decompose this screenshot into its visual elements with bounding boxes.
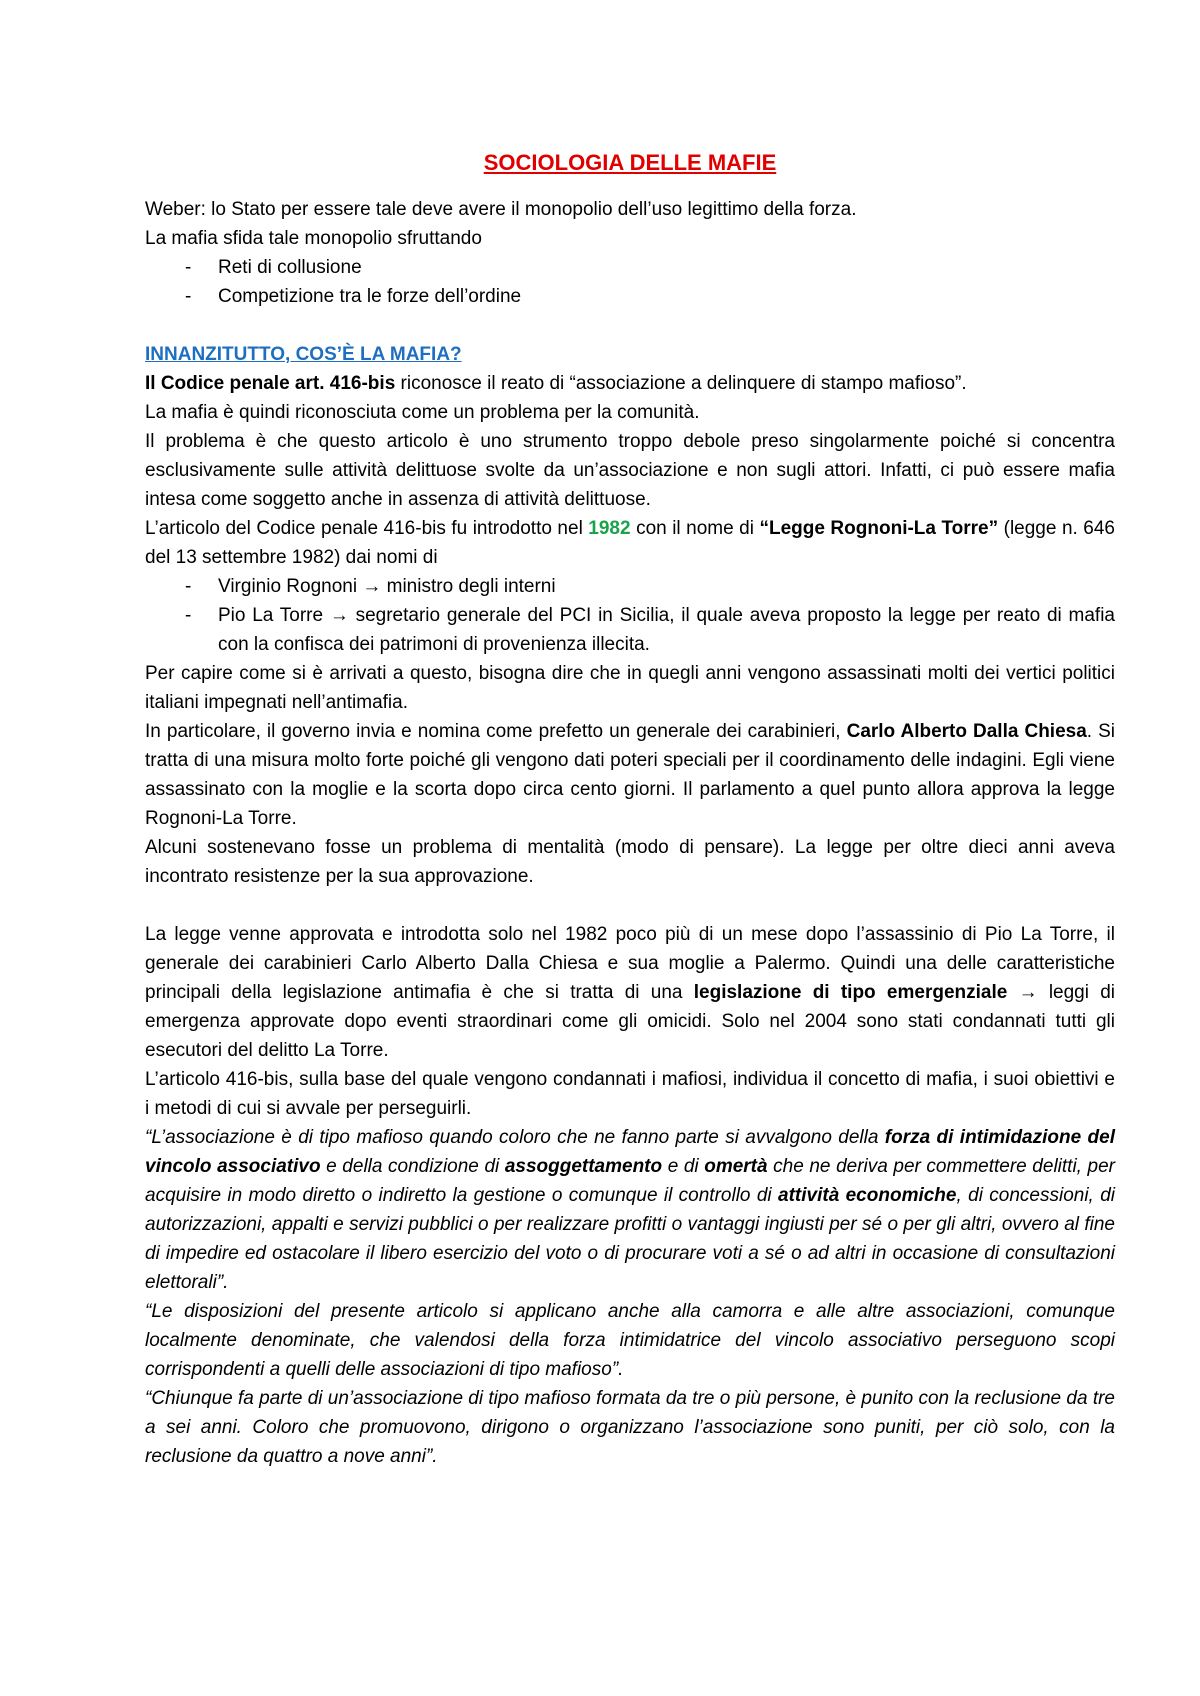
- document-page: [145, 148, 1115, 1471]
- law-name-bold: “Legge Rognoni-La Torre”: [759, 518, 999, 539]
- quote-camorra: “Le disposizioni del presente articolo si applicano anche alla camorra e alle altre associazioni, comunque localmente denominate, che valendosi della forza intimidatrice del vincolo associativo perseguono scopi corrispondenti a quelli delle associazioni di tipo mafioso”.: [145, 1301, 1115, 1380]
- dalla-chiesa-bold: Carlo Alberto Dalla Chiesa: [846, 721, 1087, 742]
- codice-penale-bold: Il Codice penale art. 416-bis: [145, 373, 396, 394]
- emergenziale-bold: legislazione di tipo emergenziale: [693, 982, 1008, 1003]
- legge-approvata-paragraph: La legge venne approvata e introdotta solo nel 1982 poco più di un mese dopo l’assassinio di Pio La Torre, il generale dei carabinieri Carlo Alberto Dalla Chiesa e sua moglie a Palermo. Quindi una delle caratteristiche principali della legislazione antimafia è che si tratta di una legislazione di tipo emergenziale → leggi di emergenza approvate dopo eventi straordinari come gli omicidi. Solo nel 2004 sono stati condannati tutti gli esecutori del delitto La Torre.: [145, 924, 1116, 1061]
- codice-penale-paragraph: Il Codice penale art. 416-bis riconosce il reato di “associazione a delinquere di stampo mafioso”.: [145, 373, 967, 394]
- document-title: SOCIOLOGIA DELLE MAFIE: [483, 150, 777, 175]
- quote-associazione-mafiosa: “L’associazione è di tipo mafioso quando coloro che ne fanno parte si avvalgono della forza di intimidazione del vincolo associativo e della condizione di assoggettamento e di omertà che ne deriva per commettere delitti, per acquisire in modo diretto o indiretto la gestione o comunque il controllo di attività economiche, di concessioni, di autorizzazioni, appalti e servizi pubblici o per realizzare profitti o vantaggi ingiusti per sé o per gli altri, ovvero al fine di impedire ed ostacolare il libero esercizio del voto o di procurare voti a sé o ad altri in occasione di consultazioni elettorali”.: [145, 1127, 1115, 1293]
- section-heading: INNANZITUTTO, COS’È LA MAFIA?: [145, 344, 462, 365]
- quote-reclusione: “Chiunque fa parte di un’associazione di tipo mafioso formata da tre o più persone, è punito con la reclusione da tre a sei anni. Coloro che promuovono, dirigono o organizzano l’associazione sono puniti, per ciò solo, con la reclusione da quattro a nove anni”.: [145, 1388, 1115, 1467]
- list-item: - Reti di collusione: [145, 253, 1115, 282]
- articolo-416bis-paragraph: L’articolo 416-bis, sulla base del quale vengono condannati i mafiosi, individua il concetto di mafia, i suoi obiettivi e i metodi di cui si avvale per perseguirli.: [145, 1069, 1115, 1119]
- list-item: - Virginio Rognoni → ministro degli interni: [145, 572, 1115, 601]
- legge-rognoni-paragraph: L’articolo del Codice penale 416-bis fu introdotto nel 1982 con il nome di “Legge Rognoni-La Torre” (legge n. 646 del 13 settembre 1982) dai nomi di: [145, 518, 1115, 568]
- weber-paragraph: Weber: lo Stato per essere tale deve avere il monopolio dell’uso legittimo della forza.: [145, 199, 857, 220]
- assassinati-paragraph: Per capire come si è arrivati a questo, bisogna dire che in quegli anni vengono assassinati molti dei vertici politici italiani impegnati nell’antimafia.: [145, 663, 1115, 713]
- intro-bullet-list: [145, 253, 1115, 311]
- names-bullet-list: [145, 572, 1115, 659]
- year-1982: 1982: [588, 518, 631, 539]
- mafia-problema-paragraph: La mafia è quindi riconosciuta come un problema per la comunità.: [145, 402, 700, 423]
- mafia-sfida-paragraph: La mafia sfida tale monopolio sfruttando: [145, 228, 482, 249]
- list-item: - Competizione tra le forze dell’ordine: [145, 282, 1115, 311]
- list-item: - Pio La Torre → segretario generale del PCI in Sicilia, il quale aveva proposto la legge per reato di mafia con la confisca dei patrimoni di provenienza illecita.: [145, 601, 1115, 659]
- dalla-chiesa-paragraph: In particolare, il governo invia e nomina come prefetto un generale dei carabinieri, Carlo Alberto Dalla Chiesa. Si tratta di una misura molto forte poiché gli vengono dati poteri speciali per il coordinamento delle indagini. Egli viene assassinato con la moglie e la scorta dopo circa cento giorni. Il parlamento a quel punto allora approva la legge Rognoni-La Torre.: [145, 721, 1115, 829]
- mentalita-paragraph: Alcuni sostenevano fosse un problema di mentalità (modo di pensare). La legge per oltre dieci anni aveva incontrato resistenze per la sua approvazione.: [145, 837, 1115, 887]
- problema-articolo-paragraph: Il problema è che questo articolo è uno strumento troppo debole preso singolarmente poiché si concentra esclusivamente sulle attività delittuose svolte da un’associazione e non sugli attori. Infatti, ci può essere mafia intesa come soggetto anche in assenza di attività delittuose.: [145, 431, 1115, 510]
